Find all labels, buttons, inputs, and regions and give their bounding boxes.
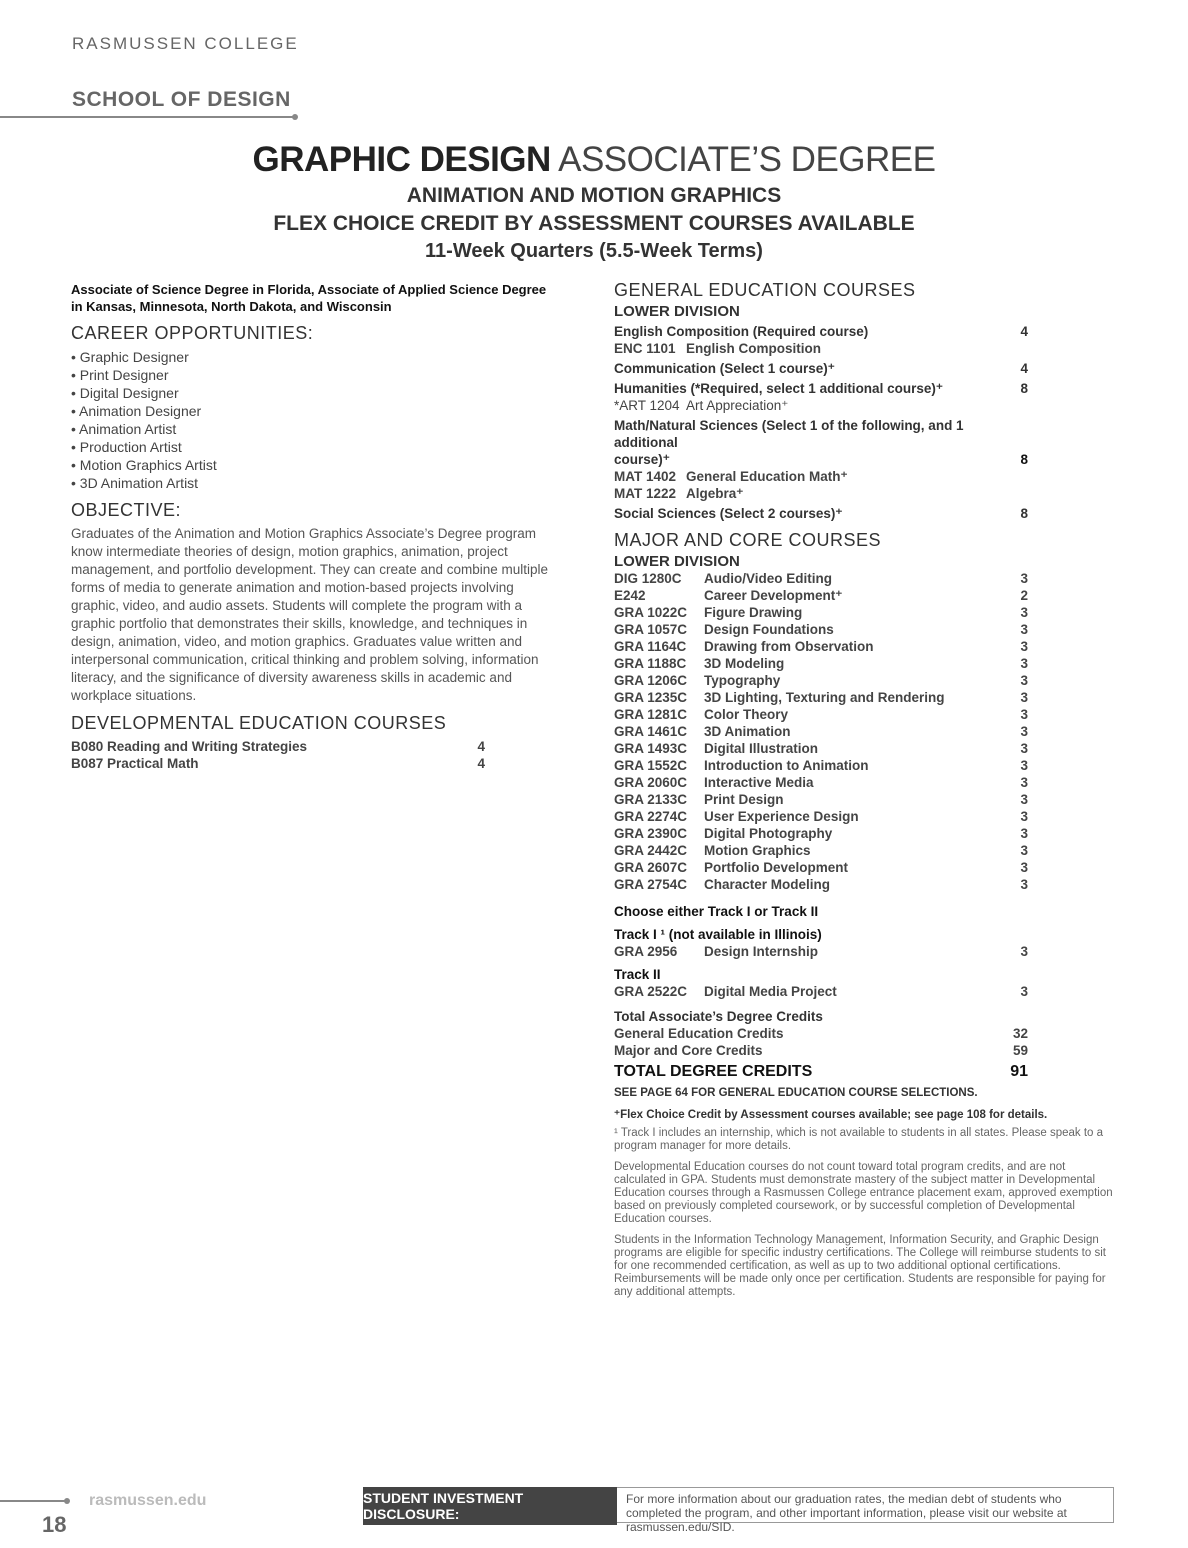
totals-header: Total Associate’s Degree Credits (614, 1009, 823, 1024)
table-row (614, 655, 1028, 672)
gen-ed-course: MAT 1402 General Education Math⁺ (614, 469, 848, 484)
program-subtitle: ANIMATION AND MOTION GRAPHICS (406, 184, 782, 207)
course-cr: 3 (1020, 622, 1028, 637)
list-item: • Print Designer (71, 367, 169, 383)
career-list (71, 348, 561, 492)
course-code: GRA 1164C (614, 639, 687, 654)
term-subtitle: 11-Week Quarters (5.5-Week Terms) (425, 240, 763, 262)
course-code: GRA 2133C (614, 792, 688, 807)
course-cr: 3 (1020, 605, 1028, 620)
left-column (71, 281, 561, 772)
course-code: GRA 2274C (614, 809, 688, 824)
course-code: GRA 1461C (614, 724, 688, 739)
list-item: • Motion Graphics Artist (71, 457, 217, 473)
course-name: Print Design (704, 792, 784, 807)
course-name: 3D Lighting, Texturing and Rendering (704, 690, 945, 705)
gen-ed-item: Humanities (*Required, select 1 additional course)⁺ 8 (614, 381, 1028, 396)
table-row (614, 638, 1028, 655)
course-name: Introduction to Animation (704, 758, 869, 773)
course-cr: 3 (1020, 809, 1028, 824)
course-code: E242 (614, 588, 646, 603)
course-name: Portfolio Development (704, 860, 849, 875)
gen-ed-course: MAT 1222 Algebra⁺ (614, 486, 744, 501)
list-item: • 3D Animation Artist (71, 475, 199, 491)
page-title: GRAPHIC DESIGN ASSOCIATE’S DEGREE (252, 140, 936, 179)
course-name: Color Theory (704, 707, 789, 722)
flex-choice-subtitle: FLEX CHOICE CREDIT BY ASSESSMENT COURSES AVAILABLE (273, 212, 915, 235)
school-name: SCHOOL OF DESIGN (72, 88, 291, 111)
course-cr: 3 (1020, 690, 1028, 705)
course-code: GRA 1235C (614, 690, 688, 705)
course-name: Digital Photography (704, 826, 833, 841)
career-header: CAREER OPPORTUNITIES: (71, 323, 314, 343)
dev-ed-note: Developmental Education courses do not count toward total program credits, and are not calculated in GPA. Students must demonstrate mastery of the subject matter in Developmental Education courses through a Rasmussen College entrance placement exam, approved exemption based on previously completed coursework, or by successful completion of Developmental Education courses. (614, 1161, 1113, 1225)
course-name: Drawing from Observation (704, 639, 874, 654)
table-row (614, 859, 1028, 876)
course-cr: 3 (1020, 571, 1028, 586)
objective-text: Graduates of the Animation and Motion Graphics Associate’s Degree program know intermediate theories of design, motion graphics, animation, project management, and portfolio development. They can create and combine multiple forms of media to generate animation and motion-based projects involving graphic, video, and audio assets. Students will complete the program with a graphic portfolio that demonstrates their skills, knowledge, and techniques in design, animation, video, and motion graphics. Graduates value written and interpersonal communication, critical thinking and problem solving, information literacy, and the significance of diversity awareness skills in academic and workplace situations. (71, 526, 549, 703)
table-row: GRA 2956 Design Internship 3 (614, 944, 1028, 959)
flex-note: ⁺Flex Choice Credit by Assessment courses available; see page 108 for details. (614, 1109, 1048, 1121)
gen-ed-item: Social Sciences (Select 2 courses)⁺ 8 (614, 506, 1028, 521)
course-name: User Experience Design (704, 809, 859, 824)
course-cr: 3 (1020, 741, 1028, 756)
gen-ed-course: *ART 1204 Art Appreciation⁺ (614, 398, 789, 413)
gen-ed-lower-division: LOWER DIVISION (614, 303, 740, 320)
track-2-label: Track II (614, 967, 661, 982)
course-cr: 3 (1020, 843, 1028, 858)
dev-ed-header: DEVELOPMENTAL EDUCATION COURSES (71, 713, 447, 733)
course-name: B087 Practical Math (71, 756, 199, 771)
table-row (614, 587, 1028, 604)
footer-rule (0, 1500, 66, 1502)
course-code: GRA 1057C (614, 622, 688, 637)
course-code: GRA 1493C (614, 741, 688, 756)
table-row (614, 570, 1028, 587)
course-cr: 3 (1020, 707, 1028, 722)
course-credits: 4 (477, 756, 485, 771)
course-code: GRA 2754C (614, 877, 688, 892)
college-name: RASMUSSEN COLLEGE (72, 34, 299, 53)
table-row (614, 825, 1028, 842)
degree-note: Associate of Science Degree in Florida, Associate of Applied Science Degree in Kansas, Minnesota, North Dakota, and Wisconsin (71, 282, 547, 314)
table-row (614, 876, 1028, 893)
major-lower-division: LOWER DIVISION (614, 553, 740, 570)
course-name: Audio/Video Editing (704, 571, 832, 586)
course-cr: 3 (1020, 724, 1028, 739)
course-cr: 3 (1020, 826, 1028, 841)
course-name: 3D Modeling (704, 656, 785, 671)
table-row (614, 723, 1028, 740)
disclosure-text: For more information about our graduation rates, the median debt of students who completed the program, and other important information, please visit our website at rasmussen.edu/SID. (617, 1487, 1114, 1523)
header-rule-dot (292, 114, 298, 120)
course-cr: 3 (1020, 792, 1028, 807)
course-list (614, 570, 1114, 893)
course-cr: 3 (1020, 860, 1028, 875)
course-code: GRA 1188C (614, 656, 687, 671)
course-cr: 3 (1020, 775, 1028, 790)
course-name: Motion Graphics (704, 843, 811, 858)
course-name: Figure Drawing (704, 605, 803, 620)
course-code: GRA 2060C (614, 775, 688, 790)
course-code: DIG 1280C (614, 571, 682, 586)
list-item: • Digital Designer (71, 385, 179, 401)
list-item: • Graphic Designer (71, 349, 189, 365)
total-row: General Education Credits 32 (614, 1026, 1028, 1041)
course-code: GRA 1281C (614, 707, 688, 722)
list-item: • Animation Designer (71, 403, 202, 419)
course-name: Typography (704, 673, 781, 688)
course-code: GRA 2390C (614, 826, 688, 841)
header-rule (0, 116, 294, 118)
course-name: Design Foundations (704, 622, 834, 637)
table-row (614, 672, 1028, 689)
gen-ed-item: Communication (Select 1 course)⁺ 4 (614, 361, 1028, 376)
table-row (614, 808, 1028, 825)
course-code: GRA 2442C (614, 843, 688, 858)
list-item: • Animation Artist (71, 421, 177, 437)
course-name: 3D Animation (704, 724, 791, 739)
course-name: Character Modeling (704, 877, 831, 892)
table-row (614, 740, 1028, 757)
table-row (614, 774, 1028, 791)
course-cr: 2 (1020, 588, 1028, 603)
table-row (614, 621, 1028, 638)
table-row (614, 791, 1028, 808)
major-header: MAJOR AND CORE COURSES (614, 530, 882, 550)
gen-ed-header: GENERAL EDUCATION COURSES (614, 280, 916, 300)
course-name: Interactive Media (704, 775, 814, 790)
course-cr: 3 (1020, 877, 1028, 892)
course-credits: 4 (477, 739, 485, 754)
table-row (614, 706, 1028, 723)
course-cr: 3 (1020, 758, 1028, 773)
table-row (614, 689, 1028, 706)
track-footnote: ¹ Track I includes an internship, which is not available to students in all states. Please speak to a program manager for more details. (614, 1127, 1104, 1152)
course-code: GRA 1206C (614, 673, 688, 688)
table-row (614, 604, 1028, 621)
table-row: GRA 2522C Digital Media Project 3 (614, 984, 1028, 999)
course-code: GRA 1552C (614, 758, 688, 773)
gen-ed-course: ENC 1101 English Composition (614, 341, 821, 356)
list-item (71, 755, 485, 772)
disclosure-label: STUDENT INVESTMENT DISCLOSURE: (363, 1487, 617, 1525)
list-item (71, 738, 485, 755)
certification-note: Students in the Information Technology Management, Information Security, and Graphic Design programs are eligible for specific industry certifications. The College will reimburse students to sit for one recommended certification, as well as up to two additional optional certifications. Reimbursements will be made only once per certification. Students are responsible for paying for any additional attempts. (614, 1234, 1106, 1298)
page-number: 18 (42, 1512, 67, 1537)
title-block (0, 140, 1188, 263)
course-name: B080 Reading and Writing Strategies (71, 739, 308, 754)
gen-ed-item: English Composition (Required course) 4 (614, 324, 1028, 339)
track-choice: Choose either Track I or Track II (614, 904, 819, 919)
footer-website: rasmussen.edu (89, 1492, 207, 1509)
course-name: Career Development⁺ (704, 588, 843, 603)
gen-ed-item: course)⁺ 8 (614, 452, 1028, 467)
course-name: Digital Illustration (704, 741, 819, 756)
list-item: • Production Artist (71, 439, 182, 455)
course-code: GRA 1022C (614, 605, 688, 620)
objective-header: OBJECTIVE: (71, 500, 182, 520)
total-degree-credits: TOTAL DEGREE CREDITS 91 (614, 1063, 1028, 1080)
course-cr: 3 (1020, 639, 1028, 654)
course-cr: 3 (1020, 656, 1028, 671)
course-code: GRA 2607C (614, 860, 688, 875)
course-cr: 3 (1020, 673, 1028, 688)
total-row: Major and Core Credits 59 (614, 1043, 1028, 1058)
gen-ed-item: Math/Natural Sciences (Select 1 of the following, and 1 additional (614, 418, 964, 450)
track-1-label: Track I ¹ (not available in Illinois) (614, 927, 822, 942)
table-row (614, 842, 1028, 859)
footer-rule-dot (64, 1498, 70, 1504)
right-column (614, 280, 1114, 1299)
table-row (614, 757, 1028, 774)
see-page-note: SEE PAGE 64 FOR GENERAL EDUCATION COURSE SELECTIONS. (614, 1087, 978, 1099)
